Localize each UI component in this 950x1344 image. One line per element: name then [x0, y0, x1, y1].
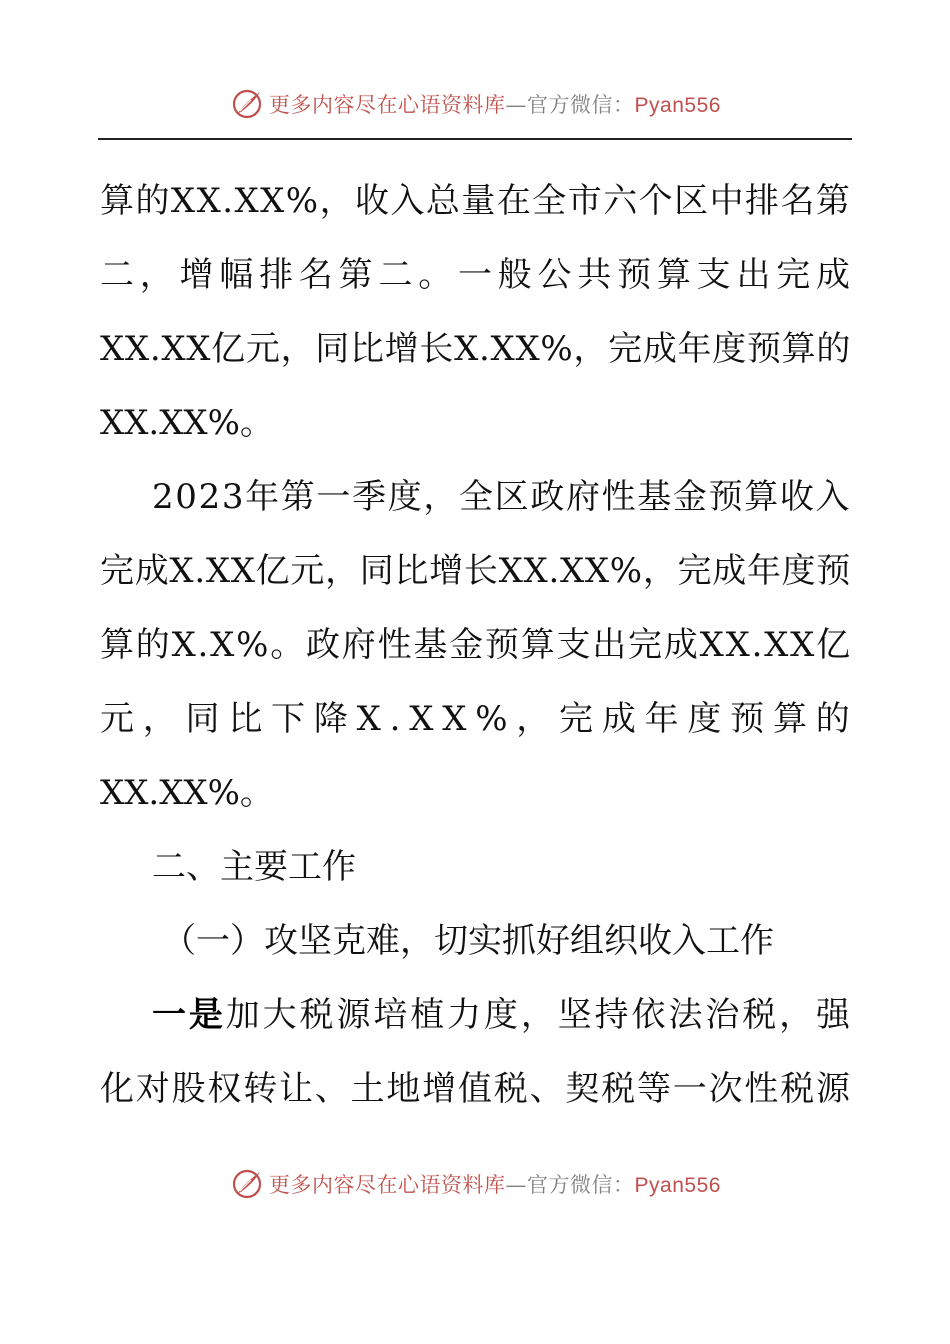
text-line	[100, 682, 859, 756]
line-text: XX.XX%。	[100, 403, 274, 443]
wechat-id: Pyan556	[634, 94, 721, 117]
line-text: 算的X.X%。政府性基金预算支出完成XX.XX亿	[100, 625, 852, 665]
wechat-label: 官方微信：	[527, 1173, 635, 1197]
watermark-text	[269, 1169, 721, 1199]
quill-logo-icon	[229, 86, 265, 122]
text-line	[100, 534, 850, 608]
subsection-heading	[100, 904, 850, 978]
line-text: XX.XX%。	[100, 773, 274, 813]
text-line	[100, 238, 856, 312]
header-watermark-banner	[0, 80, 950, 128]
line-text: 化对股权转让、土地增值税、契税等一次性税源	[100, 1069, 852, 1109]
footer-watermark-banner	[0, 1160, 950, 1208]
text-line	[100, 460, 850, 534]
text-line	[100, 1052, 850, 1126]
text-line	[100, 608, 850, 682]
line-text: 二，增幅排名第二。一般公共预算支出完成	[100, 255, 856, 295]
quill-logo-icon	[229, 1166, 265, 1202]
document-body	[100, 164, 859, 1126]
watermark-brand: 更多内容尽在心语资料库	[269, 1173, 506, 1197]
line-text: 加大税源培植力度，坚持依法治税，强	[225, 995, 853, 1035]
text-line	[100, 386, 850, 460]
watermark-separator: —	[505, 93, 528, 117]
line-text: 算的XX.XX%，收入总量在全市六个区中排名第	[100, 181, 852, 221]
line-text: 完成X.XX亿元，同比增长XX.XX%，完成年度预	[100, 551, 852, 591]
line-text: XX.XX亿元，同比增长X.XX%，完成年度预算的	[100, 329, 852, 369]
header-divider	[98, 138, 852, 140]
text-line	[100, 164, 850, 238]
wechat-id: Pyan556	[634, 1174, 721, 1197]
watermark-brand: 更多内容尽在心语资料库	[269, 93, 506, 117]
text-line	[100, 978, 853, 1052]
wechat-label: 官方微信：	[527, 93, 635, 117]
section-heading-text: 二、主要工作	[152, 847, 356, 887]
text-line	[100, 756, 850, 830]
line-text: 2023年第一季度，全区政府性基金预算收入	[152, 477, 852, 517]
text-line	[100, 312, 850, 386]
lead-phrase: 一是	[152, 995, 226, 1035]
watermark-text	[269, 89, 721, 119]
watermark-separator: —	[505, 1173, 528, 1197]
section-heading	[100, 830, 850, 904]
subsection-heading-text: （一）攻坚克难，切实抓好组织收入工作	[162, 921, 774, 961]
line-text: 元，同比下降X.XX%，完成年度预算的	[100, 699, 859, 739]
